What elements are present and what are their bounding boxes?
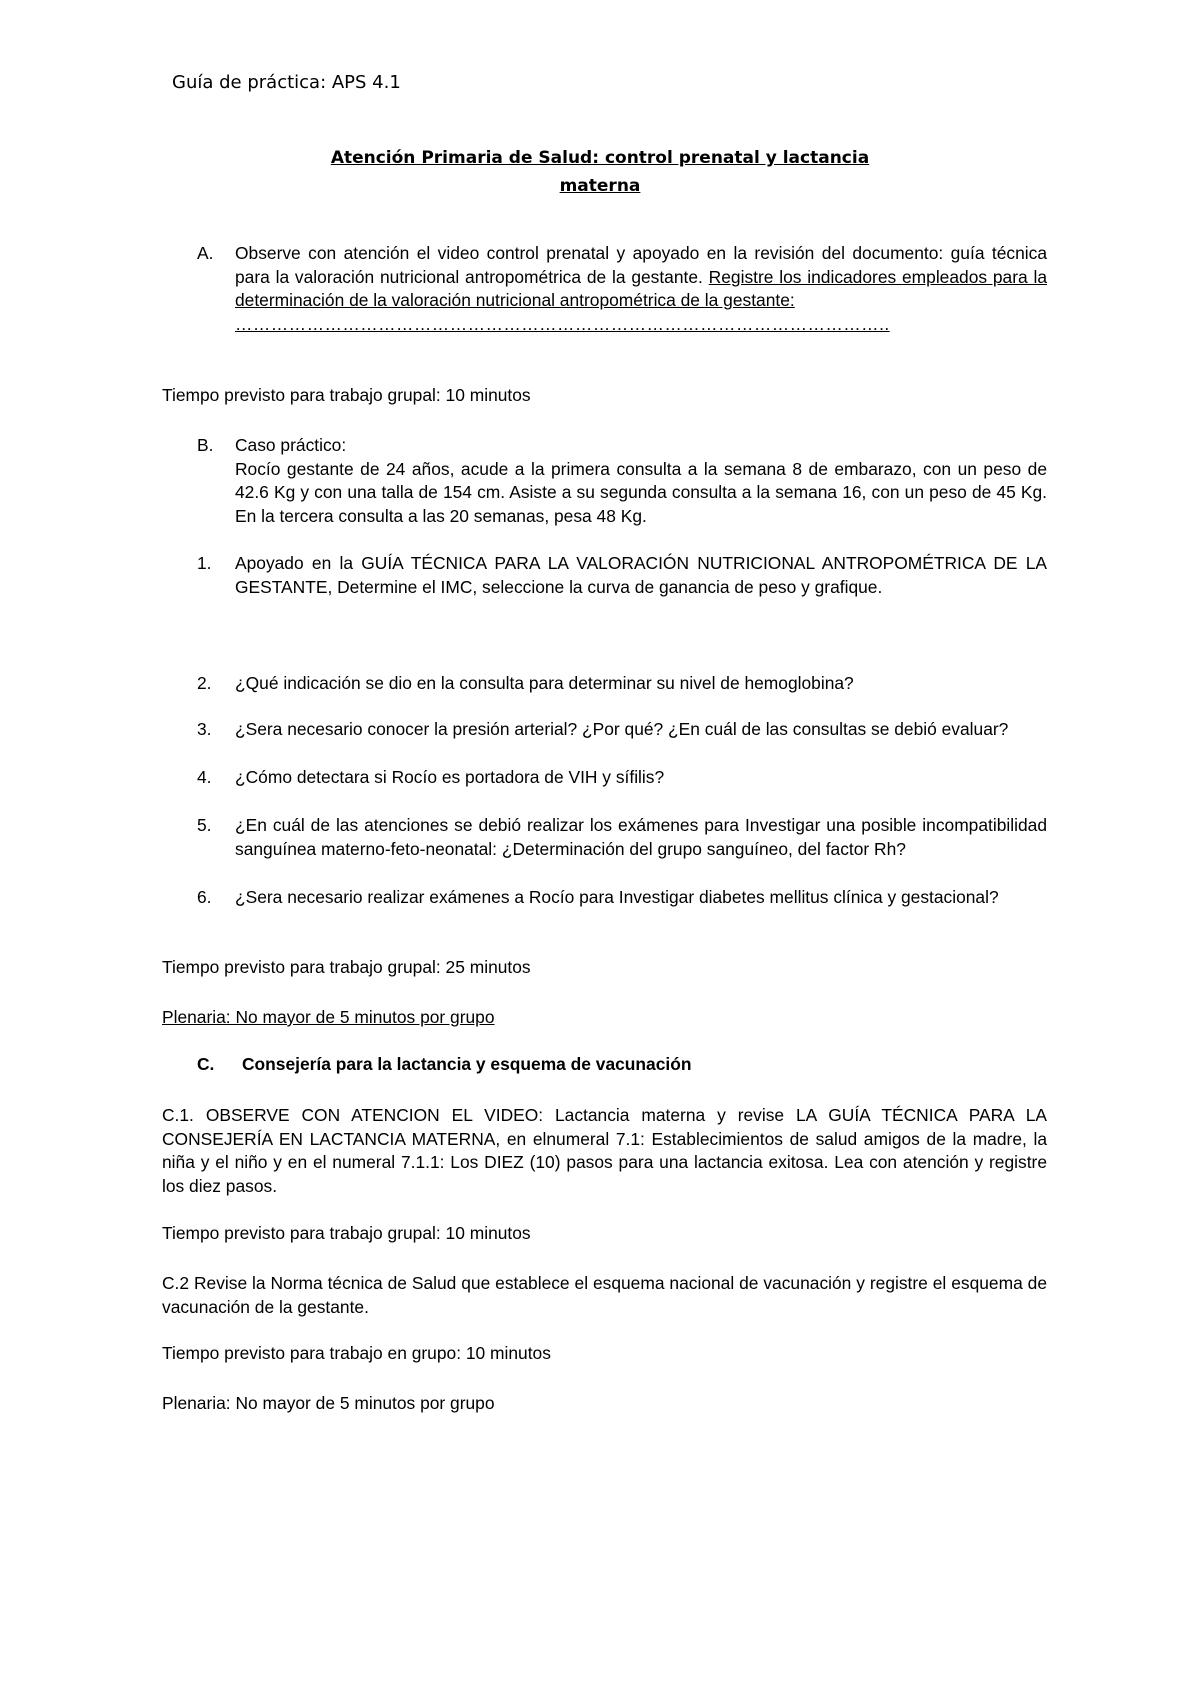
time-allotted-4: Tiempo previsto para trabajo en grupo: 10 minutos: [162, 1343, 551, 1363]
section-c-heading: [197, 1054, 691, 1075]
section-a-text: [235, 242, 1047, 336]
question-number: 5.: [197, 815, 212, 835]
section-a-underlined: Registre los indicadores empleados para la determinación de la valoración nutricional antropométrica de la gestante:: [235, 266, 1047, 310]
page-header: Guía de práctica: APS 4.1: [172, 72, 401, 93]
question-number: 4.: [197, 767, 212, 787]
section-a-label: A.: [197, 243, 214, 263]
section-b-case: Rocío gestante de 24 años, acude a la primera consulta a la semana 8 de embarazo, con un peso de 42.6 Kg y con una talla de 154 cm. Asiste a su segunda consulta a la semana 16, con un peso de 45 Kg. En la tercera consulta a las 20 semanas, pesa 48 Kg.: [235, 458, 1047, 526]
plenaria-1-text: Plenaria: No mayor de 5 minutos por grupo: [162, 1007, 495, 1027]
question-number: 6.: [197, 887, 212, 907]
question-1: [197, 552, 1047, 599]
question-text: ¿Qué indicación se dio en la consulta para determinar su nivel de hemoglobina?: [235, 673, 854, 693]
question-number: 2.: [197, 673, 212, 693]
section-a-plain: Observe con atención el video control prenatal y apoyado en la revisión del documento: guía técnica para la valoración nutricional antropométrica de la gestante.: [235, 243, 1047, 287]
section-b: [197, 434, 1047, 528]
section-a-dots: ………………………………………………………………………………………………..: [235, 313, 890, 334]
question-2: [197, 672, 1047, 696]
question-6: [197, 886, 1047, 910]
question-text: Apoyado en la GUÍA TÉCNICA PARA LA VALORACIÓN NUTRICIONAL ANTROPOMÉTRICA DE LA GESTANTE, Determine el IMC, seleccione la curva de ganancia de peso y grafique.: [235, 553, 1047, 597]
section-c2: C.2 Revise la Norma técnica de Salud que establece el esquema nacional de vacunación y registre el esquema de vacunación de la gestante.: [162, 1273, 1047, 1317]
document-title: [0, 144, 1200, 200]
section-b-text: [235, 434, 1047, 528]
title-line-2: materna: [559, 176, 641, 196]
question-4: [197, 766, 1047, 790]
time-allotted-2: Tiempo previsto para trabajo grupal: 25 minutos: [162, 957, 531, 977]
question-text: ¿Sera necesario realizar exámenes a Rocío para Investigar diabetes mellitus clínica y gestacional?: [235, 887, 999, 907]
section-c-title: Consejería para la lactancia y esquema de vacunación: [242, 1054, 692, 1074]
question-text: ¿Cómo detectara si Rocío es portadora de VIH y sífilis?: [235, 767, 665, 787]
section-b-label: B.: [197, 435, 214, 455]
title-line-1: Atención Primaria de Salud: control prenatal y lactancia: [330, 148, 870, 168]
plenaria-1: [162, 1006, 1047, 1030]
question-number: 3.: [197, 719, 212, 739]
plenaria-2: Plenaria: No mayor de 5 minutos por grupo: [162, 1393, 495, 1413]
question-number: 1.: [197, 553, 212, 573]
section-c1: C.1. OBSERVE CON ATENCION EL VIDEO: Lactancia materna y revise LA GUÍA TÉCNICA PARA LA CONSEJERÍA EN LACTANCIA MATERNA, en elnumeral 7.1: Establecimientos de salud amigos de la madre, la niña y el niño y en el numeral 7.1.1: Los DIEZ (10) pasos para una lactancia exitosa. Lea con atención y registre los diez pasos.: [162, 1105, 1047, 1196]
section-c-label: C.: [197, 1054, 215, 1074]
question-text: ¿Sera necesario conocer la presión arterial? ¿Por qué? ¿En cuál de las consultas se debió evaluar?: [235, 719, 1009, 739]
section-a: [197, 242, 1047, 336]
section-b-heading: Caso práctico:: [235, 435, 347, 455]
question-text: ¿En cuál de las atenciones se debió realizar los exámenes para Investigar una posible incompatibilidad sanguínea materno-feto-neonatal: ¿Determinación del grupo sanguíneo, del factor Rh?: [235, 815, 1047, 859]
question-5: [197, 814, 1047, 861]
question-3: [197, 718, 1047, 742]
time-allotted-3: Tiempo previsto para trabajo grupal: 10 minutos: [162, 1223, 531, 1243]
time-allotted-1: Tiempo previsto para trabajo grupal: 10 minutos: [162, 385, 531, 405]
